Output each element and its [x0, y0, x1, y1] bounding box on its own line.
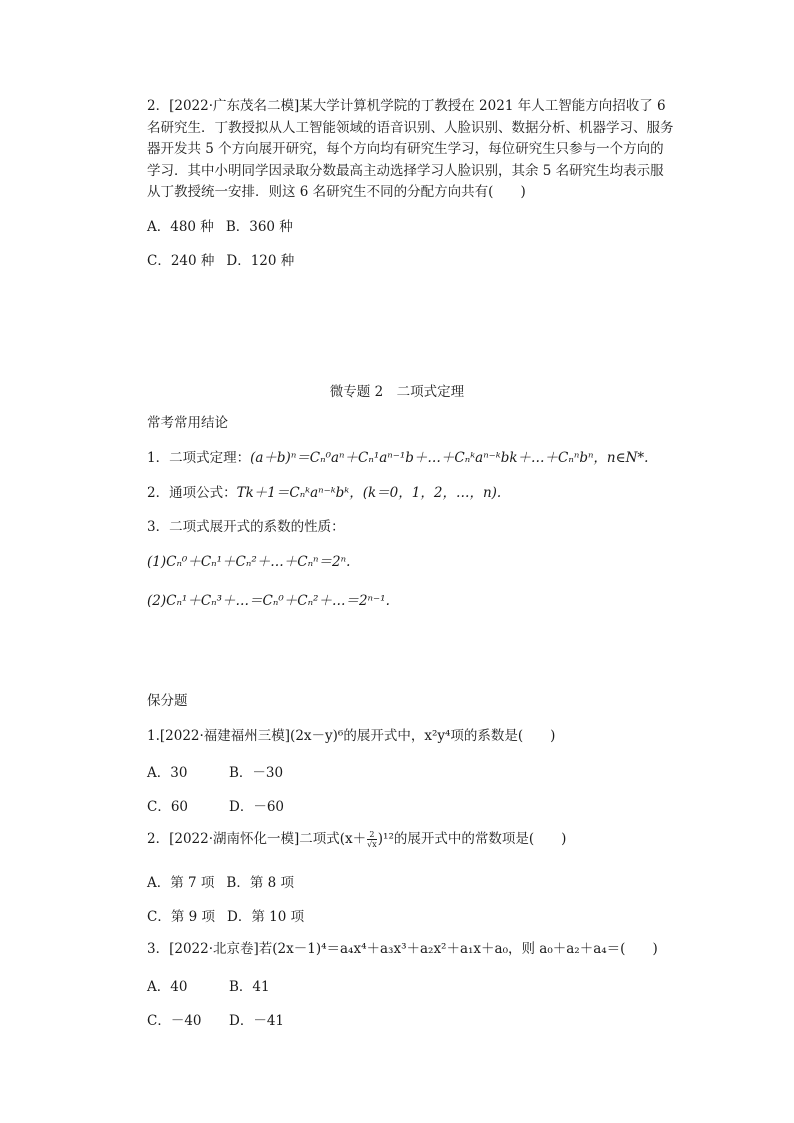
fraction-numerator: 2 — [367, 830, 377, 840]
property-1: (1)Cₙ⁰＋Cₙ¹＋Cₙ²＋…＋Cₙⁿ＝2ⁿ. — [147, 554, 351, 570]
baofen-q2-options-row-2 — [147, 905, 304, 925]
question-2-options-row-1 — [147, 215, 293, 235]
section-title: 微专题 2 二项式定理 — [329, 384, 465, 400]
conclusion-item-1-label: 1．二项式定理： — [147, 450, 251, 466]
option-b: B．－30 — [229, 765, 284, 781]
question-2-options-row-2 — [147, 249, 294, 269]
fraction — [367, 830, 377, 849]
option-c: C．240 种 — [147, 253, 215, 269]
option-b: B．360 种 — [225, 219, 293, 235]
conclusion-item-1 — [147, 449, 648, 467]
baofen-q2-stem-before: 2．[2022·湖南怀化一模]二项式(x＋ — [147, 831, 367, 847]
option-c: C．－40 — [147, 1013, 202, 1029]
option-a: A．30 — [147, 765, 188, 781]
question-2-stem: 2．[2022·广东茂名二模]某大学计算机学院的丁教授在 2021 年人工智能方向招收了 6 名研究生．丁教授拟从人工智能领域的语音识别、人脸识别、数据分析、机器学习、服务器开发共 5 个方向展开研究，每个方向均有研究生学习，每位研究生只参与一个方向的学习．其中小明同学因录取分数最高主动选择学习人脸识别，其余 5 名研究生均表示服从丁教授统一安排．则这 6 名研究生不同的分配方向共有( ) — [147, 98, 674, 200]
conclusion-item-3: 3．二项式展开式的系数的性质： — [147, 519, 345, 535]
conclusion-item-2 — [147, 484, 501, 502]
conclusions-heading: 常考常用结论 — [147, 415, 228, 431]
option-b: B．41 — [229, 979, 270, 995]
option-a: A．第 7 项 — [147, 875, 215, 891]
option-d: D．第 10 项 — [227, 909, 305, 925]
baofen-q3-stem: 3．[2022·北京卷]若(2x－1)⁴＝a₄x⁴＋a₃x³＋a₂x²＋a₁x＋a₀，则 a₀＋a₂＋a₄＝( ) — [147, 941, 658, 957]
baofen-q1-options-row-1 — [147, 761, 283, 781]
option-d: D．－60 — [229, 799, 285, 815]
conclusion-item-2-label: 2．通项公式： — [147, 485, 237, 501]
baofen-q2-stem — [147, 830, 566, 849]
option-b: B．第 8 项 — [226, 875, 295, 891]
option-a: A．40 — [147, 979, 188, 995]
general-term-formula: Tk＋1＝Cₙᵏaⁿ⁻ᵏbᵏ，(k＝0，1，2，…，n). — [236, 485, 502, 501]
property-2: (2)Cₙ¹＋Cₙ³＋…＝Cₙ⁰＋Cₙ²＋…＝2ⁿ⁻¹. — [147, 593, 390, 609]
option-d: D．120 种 — [226, 253, 295, 269]
option-a: A．480 种 — [147, 219, 214, 235]
fraction-denominator: √x — [367, 840, 377, 849]
baofen-heading: 保分题 — [147, 693, 188, 709]
baofen-q2-stem-after: )¹²的展开式中的常数项是( ) — [377, 831, 567, 847]
option-c: C．第 9 项 — [147, 909, 216, 925]
baofen-q2-options-row-1 — [147, 871, 294, 891]
option-c: C．60 — [147, 799, 189, 815]
baofen-q3-options-row-1 — [147, 975, 270, 995]
binomial-theorem-formula: (a＋b)ⁿ＝Cₙ⁰aⁿ＋Cₙ¹aⁿ⁻¹b＋…＋Cₙᵏaⁿ⁻ᵏbk＋…＋Cₙⁿbⁿ，n∈N*. — [250, 450, 649, 466]
baofen-q1-options-row-2 — [147, 795, 284, 815]
option-d: D．－41 — [229, 1013, 285, 1029]
baofen-q1-stem: 1.[2022·福建福州三模](2x－y)⁶的展开式中，x²y⁴项的系数是( ) — [147, 728, 556, 744]
baofen-q3-options-row-2 — [147, 1009, 284, 1029]
